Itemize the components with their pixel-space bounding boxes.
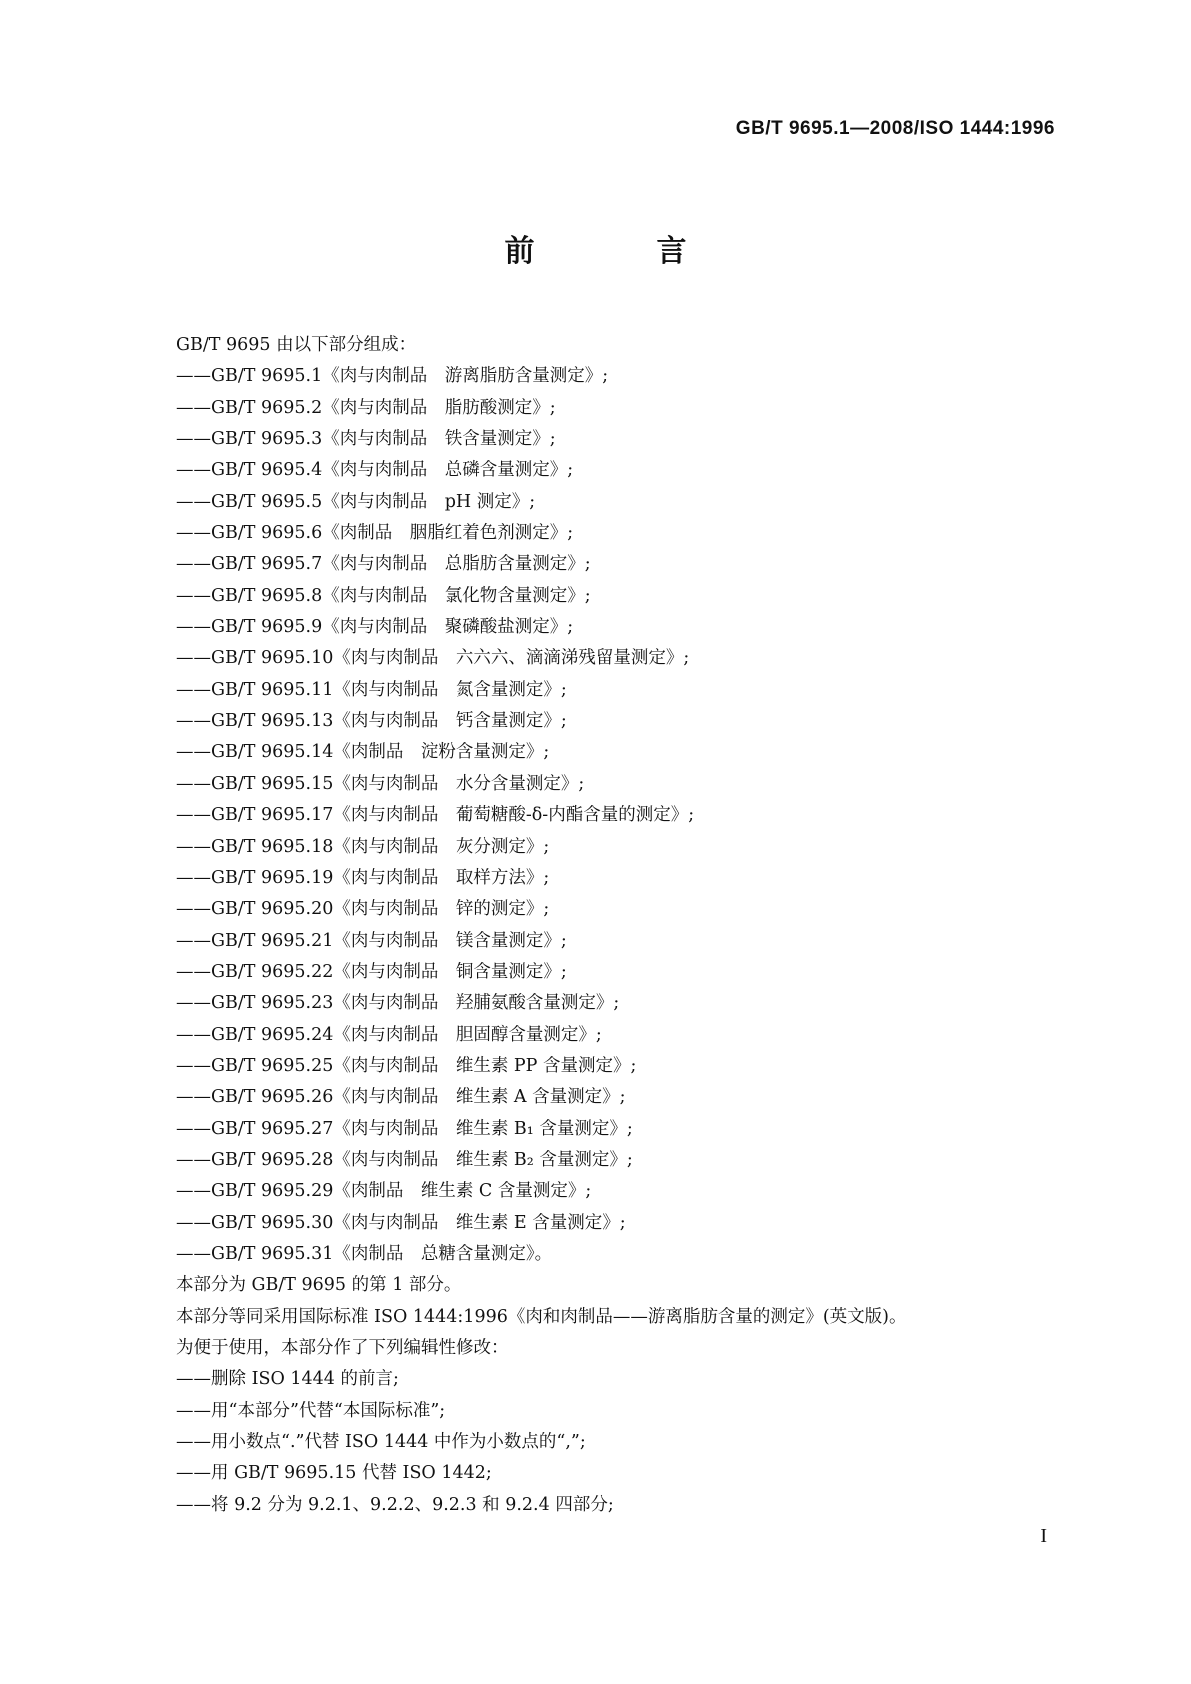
list-item-part-10: ——GB/T 9695.10《肉与肉制品 六六六、滴滴涕残留量测定》; [176, 648, 690, 669]
list-item-part-3: ——GB/T 9695.3《肉与肉制品 铁含量测定》; [176, 429, 556, 450]
intro-line: GB/T 9695 由以下部分组成： [176, 335, 417, 355]
editorial-change-item: ——将 9.2 分为 9.2.1、9.2.2、9.2.3 和 9.2.4 四部分; [176, 1494, 614, 1515]
list-item-part-2: ——GB/T 9695.2《肉与肉制品 脂肪酸测定》; [176, 397, 556, 418]
editorial-change-item: ——删除 ISO 1444 的前言; [176, 1369, 399, 1390]
list-item-part-6: ——GB/T 9695.6《肉制品 胭脂红着色剂测定》; [176, 523, 574, 544]
adoption-statement: 本部分等同采用国际标准 ISO 1444:1996《肉和肉制品——游离脂肪含量的测定》(英文版)。 [176, 1306, 907, 1327]
list-item-part-4: ——GB/T 9695.4《肉与肉制品 总磷含量测定》; [176, 460, 574, 481]
list-item-part-15: ——GB/T 9695.15《肉与肉制品 水分含量测定》; [176, 773, 585, 794]
standard-number-header: GB/T 9695.1—2008/ISO 1444:1996 [735, 118, 1055, 139]
editorial-change-item: ——用小数点“.”代替 ISO 1444 中作为小数点的“,”; [176, 1432, 586, 1453]
list-item-part-22: ——GB/T 9695.22《肉与肉制品 铜含量测定》; [176, 961, 567, 982]
page-number: I [1040, 1525, 1047, 1547]
list-item-part-23: ——GB/T 9695.23《肉与肉制品 羟脯氨酸含量测定》; [176, 993, 620, 1014]
editorial-change-item: ——用 GB/T 9695.15 代替 ISO 1442; [176, 1463, 492, 1484]
list-item-part-1: ——GB/T 9695.1《肉与肉制品 游离脂肪含量测定》; [176, 366, 609, 387]
list-item-part-11: ——GB/T 9695.11《肉与肉制品 氮含量测定》; [176, 679, 567, 700]
list-item-part-26: ——GB/T 9695.26《肉与肉制品 维生素 A 含量测定》; [176, 1087, 626, 1108]
list-item-part-31: ——GB/T 9695.31《肉制品 总糖含量测定》。 [176, 1243, 553, 1264]
list-item-part-20: ——GB/T 9695.20《肉与肉制品 锌的测定》; [176, 899, 550, 920]
list-item-part-21: ——GB/T 9695.21《肉与肉制品 镁含量测定》; [176, 930, 567, 951]
list-item-part-29: ——GB/T 9695.29《肉制品 维生素 C 含量测定》; [176, 1181, 592, 1202]
list-item-part-8: ——GB/T 9695.8《肉与肉制品 氯化物含量测定》; [176, 585, 591, 606]
list-item-part-27: ——GB/T 9695.27《肉与肉制品 维生素 B₁ 含量测定》; [176, 1118, 633, 1139]
list-item-part-19: ——GB/T 9695.19《肉与肉制品 取样方法》; [176, 867, 550, 888]
list-item-part-30: ——GB/T 9695.30《肉与肉制品 维生素 E 含量测定》; [176, 1212, 626, 1233]
foreword-body [176, 330, 1056, 1521]
list-item-part-25: ——GB/T 9695.25《肉与肉制品 维生素 PP 含量测定》; [176, 1055, 637, 1076]
list-item-part-24: ——GB/T 9695.24《肉与肉制品 胆固醇含量测定》; [176, 1024, 602, 1045]
editorial-changes-intro: 为便于使用，本部分作了下列编辑性修改： [176, 1338, 509, 1358]
part-statement: 本部分为 GB/T 9695 的第 1 部分。 [176, 1275, 462, 1296]
list-item-part-18: ——GB/T 9695.18《肉与肉制品 灰分测定》; [176, 836, 550, 857]
list-item-part-5: ——GB/T 9695.5《肉与肉制品 pH 测定》; [176, 491, 536, 512]
list-item-part-13: ——GB/T 9695.13《肉与肉制品 钙含量测定》; [176, 711, 567, 732]
list-item-part-28: ——GB/T 9695.28《肉与肉制品 维生素 B₂ 含量测定》; [176, 1149, 633, 1170]
list-item-part-17: ——GB/T 9695.17《肉与肉制品 葡萄糖酸-δ-内酯含量的测定》; [176, 805, 695, 826]
list-item-part-7: ——GB/T 9695.7《肉与肉制品 总脂肪含量测定》; [176, 554, 591, 575]
list-item-part-9: ——GB/T 9695.9《肉与肉制品 聚磷酸盐测定》; [176, 617, 574, 638]
list-item-part-14: ——GB/T 9695.14《肉制品 淀粉含量测定》; [176, 742, 550, 763]
page-title: 前 言 [504, 234, 733, 269]
editorial-change-item: ——用“本部分”代替“本国际标准”; [176, 1400, 446, 1421]
